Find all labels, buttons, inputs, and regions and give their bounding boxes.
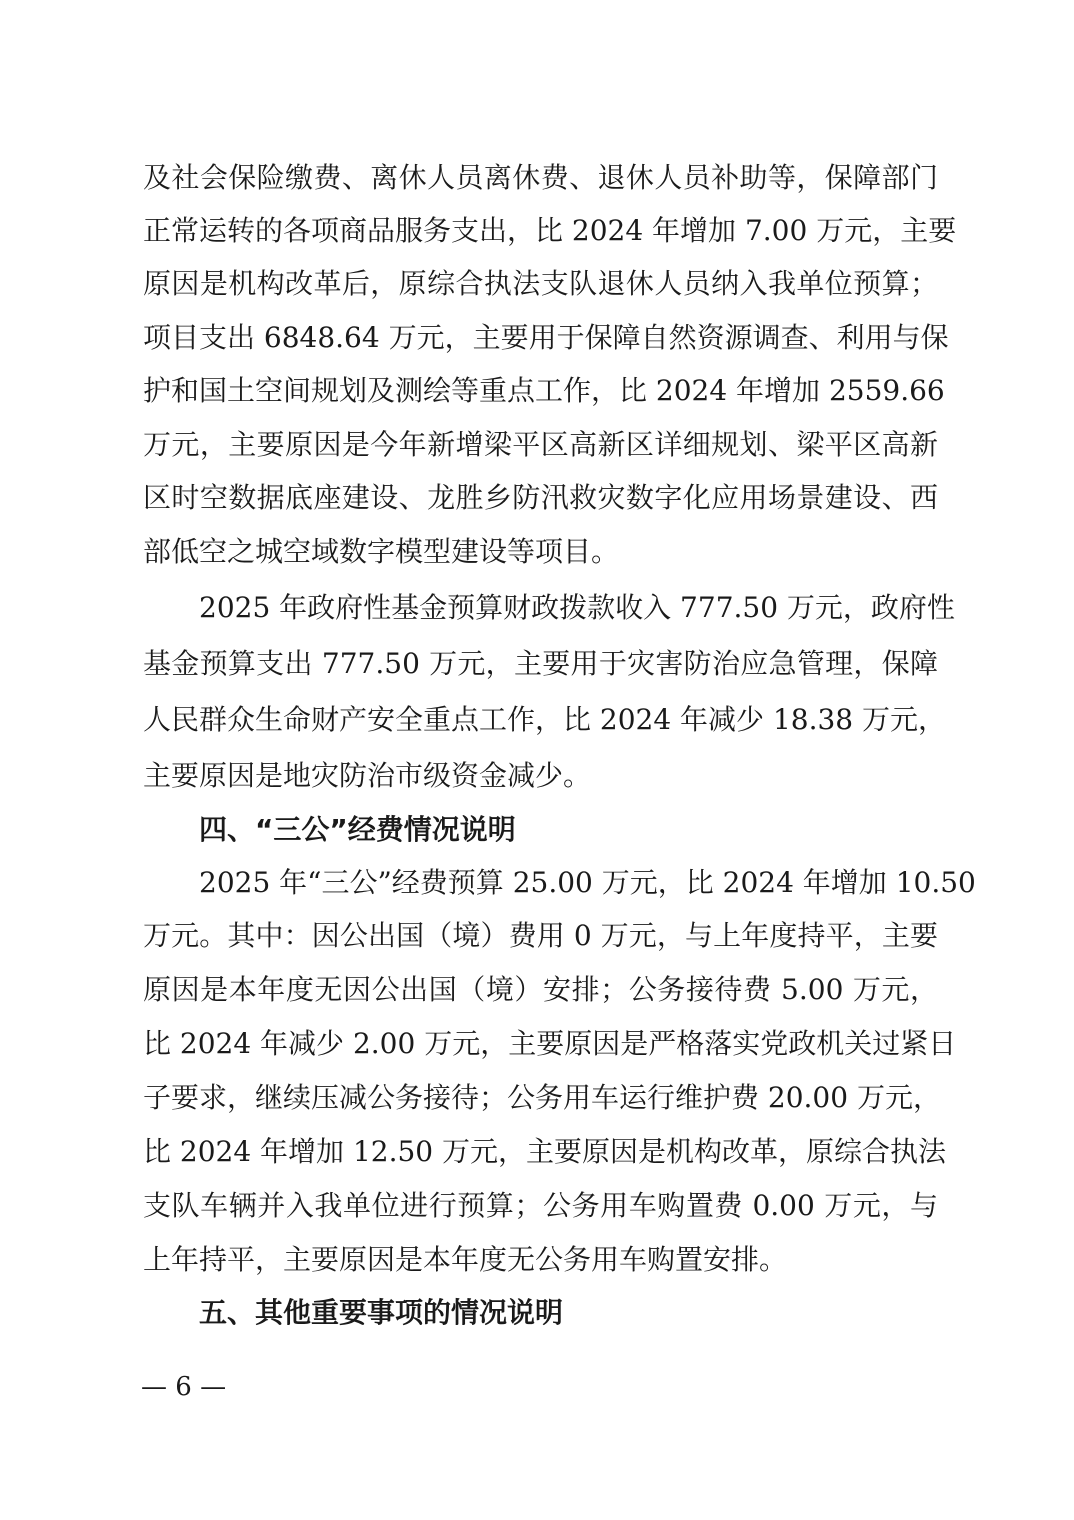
page-number: — 6 — — [141, 1372, 227, 1402]
paragraph-line: 人民群众生命财产安全重点工作，比 2024 年减少 18.38 万元， — [143, 703, 947, 736]
paragraph-line: 万元，主要原因是今年新增梁平区高新区详细规划、梁平区高新 — [143, 428, 938, 461]
paragraph-line: 基金预算支出 777.50 万元，主要用于灾害防治应急管理，保障 — [143, 647, 938, 680]
paragraph-line: 原因是本年度无因公出国（境）安排；公务接待费 5.00 万元， — [143, 973, 938, 1006]
paragraph-line: 主要原因是地灾防治市级资金减少。 — [143, 759, 592, 792]
paragraph-line: 原因是机构改革后，原综合执法支队退休人员纳入我单位预算； — [143, 267, 938, 300]
paragraph-line: 比 2024 年增加 12.50 万元，主要原因是机构改革，原综合执法 — [143, 1135, 947, 1168]
paragraph-line: 万元。其中：因公出国（境）费用 0 万元，与上年度持平，主要 — [143, 919, 938, 952]
paragraph-line: 及社会保险缴费、离休人员离休费、退休人员补助等，保障部门 — [143, 161, 938, 194]
paragraph-line: 2025 年政府性基金预算财政拨款收入 777.50 万元，政府性 — [199, 591, 955, 624]
paragraph-line: 支队车辆并入我单位进行预算；公务用车购置费 0.00 万元，与 — [143, 1189, 938, 1222]
section-heading: 五、其他重要事项的情况说明 — [199, 1296, 564, 1329]
paragraph-line: 护和国土空间规划及测绘等重点工作，比 2024 年增加 2559.66 — [143, 374, 945, 407]
paragraph-line: 2025 年“三公”经费预算 25.00 万元，比 2024 年增加 10.50 — [199, 866, 976, 899]
paragraph-line: 上年持平，主要原因是本年度无公务用车购置安排。 — [143, 1243, 788, 1276]
paragraph-line: 正常运转的各项商品服务支出，比 2024 年增加 7.00 万元，主要 — [143, 214, 957, 247]
paragraph-line: 项目支出 6848.64 万元，主要用于保障自然资源调查、利用与保 — [143, 321, 949, 354]
paragraph-line: 区时空数据底座建设、龙胜乡防汛救灾数字化应用场景建设、西 — [143, 481, 938, 514]
paragraph-line: 比 2024 年减少 2.00 万元，主要原因是严格落实党政机关过紧日 — [143, 1027, 957, 1060]
paragraph-line: 子要求，继续压减公务接待；公务用车运行维护费 20.00 万元， — [143, 1081, 941, 1114]
paragraph-line: 部低空之城空域数字模型建设等项目。 — [143, 535, 620, 568]
section-heading: 四、“三公”经费情况说明 — [199, 813, 516, 846]
